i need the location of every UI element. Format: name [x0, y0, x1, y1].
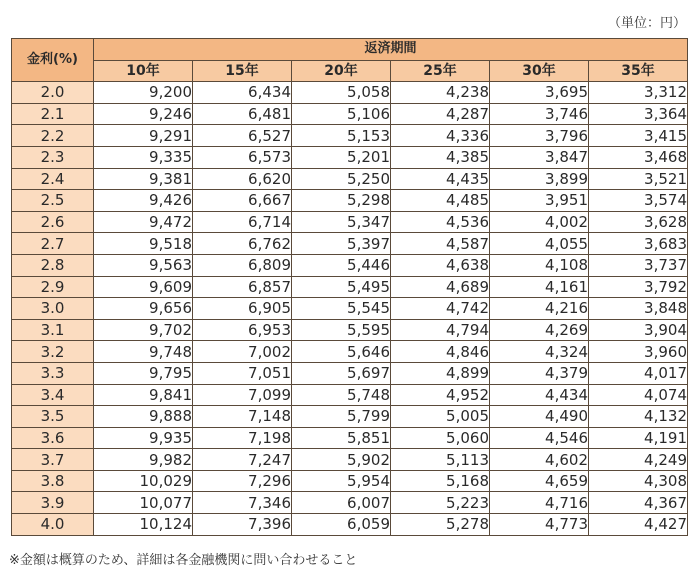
year-header: 10年 — [94, 60, 193, 82]
payment-cell: 4,602 — [490, 449, 589, 471]
payment-cell: 4,308 — [589, 470, 688, 492]
payment-cell: 4,638 — [391, 254, 490, 276]
payment-cell: 3,521 — [589, 168, 688, 190]
payment-cell: 6,762 — [193, 233, 292, 255]
table-row — [12, 470, 688, 492]
table-row — [12, 125, 688, 147]
payment-cell: 3,415 — [589, 125, 688, 147]
rate-cell: 2.6 — [12, 211, 94, 233]
payment-cell: 9,795 — [94, 362, 193, 384]
table-row — [12, 319, 688, 341]
rate-cell: 2.7 — [12, 233, 94, 255]
table-row — [12, 168, 688, 190]
payment-cell: 5,106 — [292, 103, 391, 125]
payment-cell: 6,059 — [292, 514, 391, 536]
table-body — [12, 82, 688, 535]
table-row — [12, 82, 688, 104]
payment-cell: 5,397 — [292, 233, 391, 255]
payment-cell: 4,587 — [391, 233, 490, 255]
payment-cell: 6,007 — [292, 492, 391, 514]
payment-cell: 9,935 — [94, 427, 193, 449]
rate-cell: 2.8 — [12, 254, 94, 276]
payment-cell: 4,367 — [589, 492, 688, 514]
rate-cell: 2.2 — [12, 125, 94, 147]
payment-cell: 9,246 — [94, 103, 193, 125]
payment-cell: 4,490 — [490, 406, 589, 428]
table-header-row — [12, 39, 688, 61]
payment-cell: 4,435 — [391, 168, 490, 190]
payment-cell: 6,953 — [193, 319, 292, 341]
table-row — [12, 514, 688, 536]
payment-cell: 4,324 — [490, 341, 589, 363]
payment-cell: 4,773 — [490, 514, 589, 536]
payment-cell: 9,982 — [94, 449, 193, 471]
rate-column-header: 金利(%) — [12, 39, 94, 82]
payment-cell: 4,269 — [490, 319, 589, 341]
payment-cell: 5,058 — [292, 82, 391, 104]
payment-cell: 5,851 — [292, 427, 391, 449]
payment-cell: 3,792 — [589, 276, 688, 298]
payment-cell: 4,216 — [490, 298, 589, 320]
payment-cell: 9,426 — [94, 190, 193, 212]
payment-cell: 4,287 — [391, 103, 490, 125]
payment-cell: 6,667 — [193, 190, 292, 212]
payment-cell: 3,899 — [490, 168, 589, 190]
payment-cell: 7,148 — [193, 406, 292, 428]
table-row — [12, 298, 688, 320]
payment-cell: 9,748 — [94, 341, 193, 363]
rate-cell: 3.4 — [12, 384, 94, 406]
table-row — [12, 341, 688, 363]
payment-cell: 5,495 — [292, 276, 391, 298]
repayment-table — [11, 38, 688, 536]
rate-cell: 2.3 — [12, 146, 94, 168]
payment-cell: 9,609 — [94, 276, 193, 298]
payment-cell: 4,689 — [391, 276, 490, 298]
payment-cell: 5,954 — [292, 470, 391, 492]
payment-cell: 6,905 — [193, 298, 292, 320]
rate-cell: 3.9 — [12, 492, 94, 514]
payment-cell: 5,060 — [391, 427, 490, 449]
payment-cell: 3,683 — [589, 233, 688, 255]
payment-cell: 4,716 — [490, 492, 589, 514]
payment-cell: 5,347 — [292, 211, 391, 233]
payment-cell: 4,249 — [589, 449, 688, 471]
payment-cell: 7,198 — [193, 427, 292, 449]
payment-cell: 10,077 — [94, 492, 193, 514]
payment-cell: 4,074 — [589, 384, 688, 406]
payment-cell: 7,396 — [193, 514, 292, 536]
payment-cell: 3,746 — [490, 103, 589, 125]
payment-cell: 9,888 — [94, 406, 193, 428]
payment-cell: 5,697 — [292, 362, 391, 384]
payment-cell: 4,536 — [391, 211, 490, 233]
payment-cell: 4,108 — [490, 254, 589, 276]
period-header: 返済期間 — [94, 39, 688, 61]
payment-cell: 9,841 — [94, 384, 193, 406]
rate-cell: 4.0 — [12, 514, 94, 536]
payment-cell: 4,336 — [391, 125, 490, 147]
payment-cell: 3,574 — [589, 190, 688, 212]
payment-cell: 3,312 — [589, 82, 688, 104]
rate-cell: 3.6 — [12, 427, 94, 449]
payment-cell: 6,714 — [193, 211, 292, 233]
table-row — [12, 211, 688, 233]
table-row — [12, 190, 688, 212]
payment-cell: 7,247 — [193, 449, 292, 471]
payment-cell: 4,659 — [490, 470, 589, 492]
payment-cell: 10,124 — [94, 514, 193, 536]
payment-cell: 4,191 — [589, 427, 688, 449]
year-header: 20年 — [292, 60, 391, 82]
payment-cell: 5,201 — [292, 146, 391, 168]
payment-cell: 5,748 — [292, 384, 391, 406]
payment-cell: 7,051 — [193, 362, 292, 384]
payment-cell: 9,472 — [94, 211, 193, 233]
payment-cell: 5,545 — [292, 298, 391, 320]
rate-cell: 3.3 — [12, 362, 94, 384]
year-header: 35年 — [589, 60, 688, 82]
table-row — [12, 449, 688, 471]
payment-cell: 6,809 — [193, 254, 292, 276]
rate-cell: 2.1 — [12, 103, 94, 125]
payment-cell: 3,848 — [589, 298, 688, 320]
payment-cell: 9,518 — [94, 233, 193, 255]
payment-cell: 5,223 — [391, 492, 490, 514]
payment-cell: 9,381 — [94, 168, 193, 190]
payment-cell: 9,335 — [94, 146, 193, 168]
rate-cell: 3.2 — [12, 341, 94, 363]
rate-cell: 3.7 — [12, 449, 94, 471]
payment-cell: 10,029 — [94, 470, 193, 492]
payment-cell: 5,298 — [292, 190, 391, 212]
payment-cell: 4,434 — [490, 384, 589, 406]
year-header: 30年 — [490, 60, 589, 82]
rate-cell: 3.8 — [12, 470, 94, 492]
table-row — [12, 427, 688, 449]
payment-cell: 7,346 — [193, 492, 292, 514]
rate-cell: 3.5 — [12, 406, 94, 428]
payment-cell: 9,656 — [94, 298, 193, 320]
payment-cell: 7,099 — [193, 384, 292, 406]
payment-cell: 6,527 — [193, 125, 292, 147]
payment-cell: 4,485 — [391, 190, 490, 212]
payment-cell: 5,446 — [292, 254, 391, 276]
table-row — [12, 406, 688, 428]
payment-cell: 4,161 — [490, 276, 589, 298]
table-row — [12, 254, 688, 276]
payment-cell: 7,002 — [193, 341, 292, 363]
payment-cell: 3,364 — [589, 103, 688, 125]
payment-cell: 3,695 — [490, 82, 589, 104]
payment-cell: 6,434 — [193, 82, 292, 104]
year-header: 25年 — [391, 60, 490, 82]
payment-cell: 5,646 — [292, 341, 391, 363]
payment-cell: 4,846 — [391, 341, 490, 363]
rate-cell: 2.5 — [12, 190, 94, 212]
payment-cell: 6,857 — [193, 276, 292, 298]
rate-cell: 2.4 — [12, 168, 94, 190]
payment-cell: 4,379 — [490, 362, 589, 384]
payment-cell: 5,799 — [292, 406, 391, 428]
payment-cell: 3,796 — [490, 125, 589, 147]
footnote: ※金額は概算のため、詳細は各金融機関に問い合わせること — [9, 553, 358, 568]
payment-cell: 4,132 — [589, 406, 688, 428]
payment-cell: 3,468 — [589, 146, 688, 168]
table-row — [12, 146, 688, 168]
table-row — [12, 233, 688, 255]
rate-cell: 3.0 — [12, 298, 94, 320]
payment-cell: 4,546 — [490, 427, 589, 449]
payment-cell: 6,481 — [193, 103, 292, 125]
table-row — [12, 276, 688, 298]
payment-cell: 5,113 — [391, 449, 490, 471]
payment-cell: 6,620 — [193, 168, 292, 190]
table-row — [12, 492, 688, 514]
payment-cell: 4,742 — [391, 298, 490, 320]
payment-cell: 5,902 — [292, 449, 391, 471]
payment-cell: 3,960 — [589, 341, 688, 363]
payment-cell: 3,847 — [490, 146, 589, 168]
payment-cell: 4,002 — [490, 211, 589, 233]
payment-cell: 3,904 — [589, 319, 688, 341]
payment-cell: 4,238 — [391, 82, 490, 104]
payment-cell: 5,250 — [292, 168, 391, 190]
payment-cell: 5,278 — [391, 514, 490, 536]
payment-cell: 5,005 — [391, 406, 490, 428]
payment-cell: 5,168 — [391, 470, 490, 492]
payment-cell: 4,899 — [391, 362, 490, 384]
payment-cell: 4,794 — [391, 319, 490, 341]
payment-cell: 4,385 — [391, 146, 490, 168]
table-row — [12, 384, 688, 406]
rate-cell: 2.0 — [12, 82, 94, 104]
payment-cell: 7,296 — [193, 470, 292, 492]
payment-cell: 9,563 — [94, 254, 193, 276]
payment-cell: 3,951 — [490, 190, 589, 212]
payment-cell: 4,017 — [589, 362, 688, 384]
payment-cell: 4,055 — [490, 233, 589, 255]
rate-cell: 3.1 — [12, 319, 94, 341]
payment-cell: 9,291 — [94, 125, 193, 147]
payment-cell: 9,702 — [94, 319, 193, 341]
unit-label: （単位：円） — [607, 16, 686, 31]
years-header-row — [12, 60, 688, 82]
payment-cell: 4,952 — [391, 384, 490, 406]
payment-cell: 5,595 — [292, 319, 391, 341]
rate-cell: 2.9 — [12, 276, 94, 298]
table-row — [12, 362, 688, 384]
payment-cell: 3,628 — [589, 211, 688, 233]
payment-cell: 3,737 — [589, 254, 688, 276]
year-header: 15年 — [193, 60, 292, 82]
payment-cell: 9,200 — [94, 82, 193, 104]
table-row — [12, 103, 688, 125]
payment-cell: 6,573 — [193, 146, 292, 168]
payment-cell: 4,427 — [589, 514, 688, 536]
payment-cell: 5,153 — [292, 125, 391, 147]
